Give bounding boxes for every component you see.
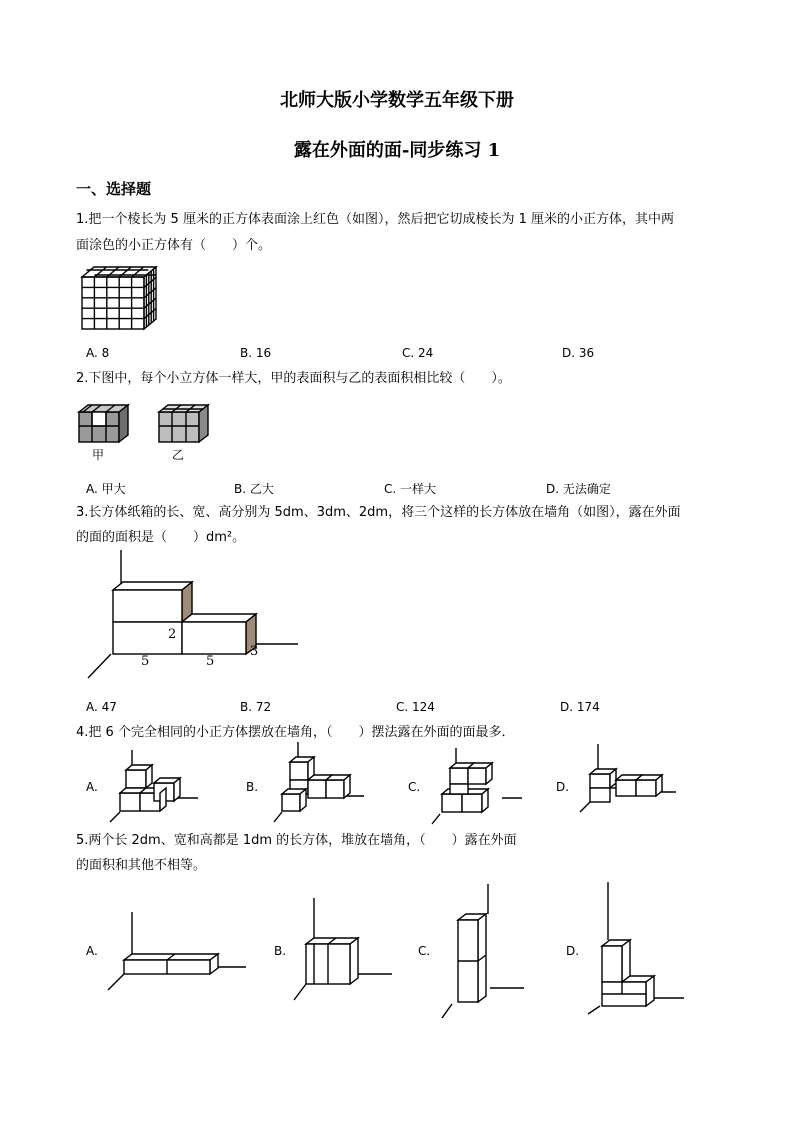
q3-option-d[interactable]: D. 174: [560, 700, 600, 714]
q3-option-b[interactable]: B. 72: [240, 700, 272, 714]
q5-figure-c: [440, 884, 530, 1020]
question-2-line-1: 2.下图中，每个小立方体一样大，甲的表面积与乙的表面积相比较（ ）。: [76, 371, 511, 386]
boxes-in-corner-figure: [86, 550, 306, 680]
cube-stack-jia-figure: [78, 404, 130, 444]
q3-option-a[interactable]: A. 47: [86, 700, 117, 714]
q5-option-b[interactable]: B.: [274, 944, 287, 958]
q5-figure-a: [106, 912, 248, 992]
q4-option-a[interactable]: A.: [86, 780, 98, 794]
q2-option-b[interactable]: B. 乙大: [234, 482, 274, 496]
q1-option-d[interactable]: D. 36: [562, 346, 595, 360]
question-4-line-1: 4.把 6 个完全相同的小正方体摆放在墙角，（ ）摆法露在外面的面最多．: [76, 725, 515, 740]
q2-option-c[interactable]: C. 一样大: [384, 482, 437, 496]
label-jia: 甲: [92, 448, 105, 462]
q5-figure-d: [586, 882, 686, 1014]
q4-figure-d: [578, 744, 678, 812]
q1-option-a[interactable]: A. 8: [86, 346, 110, 360]
q4-option-b[interactable]: B.: [246, 780, 259, 794]
dim-label-length-1: 5: [141, 654, 150, 669]
cube-grid-figure: [80, 265, 160, 331]
q4-option-d[interactable]: D.: [556, 780, 570, 794]
question-5-line-1: 5.两个长 2dm、宽和高都是 1dm 的长方体，堆放在墙角，（ ）露在外面: [76, 833, 517, 848]
section-title: 一、选择题: [76, 180, 152, 198]
q5-option-d[interactable]: D.: [566, 944, 580, 958]
label-yi: 乙: [172, 448, 185, 462]
dim-label-width: 3: [250, 644, 259, 659]
q1-option-b[interactable]: B. 16: [240, 346, 272, 360]
q5-option-c[interactable]: C.: [418, 944, 431, 958]
q4-option-c[interactable]: C.: [408, 780, 421, 794]
q4-figure-c: [432, 748, 524, 824]
q4-figure-a: [108, 750, 200, 822]
q2-option-d[interactable]: D. 无法确定: [546, 482, 611, 496]
q1-option-c[interactable]: C. 24: [402, 346, 434, 360]
q4-figure-b: [274, 742, 366, 822]
cube-stack-yi-figure: [158, 404, 210, 444]
page-title: 北师大版小学数学五年级下册: [280, 90, 514, 111]
page-subtitle: 露在外面的面-同步练习 1: [293, 140, 501, 161]
question-3-line-2: 的面的面积是（ ）dm²。: [76, 530, 246, 545]
q5-figure-b: [292, 898, 402, 1002]
question-1-line-1: 1.把一个棱长为 5 厘米的正方体表面涂上红色（如图），然后把它切成棱长为 1 厘米的小正方体，其中两: [76, 212, 674, 227]
q5-option-a[interactable]: A.: [86, 944, 98, 958]
q3-option-c[interactable]: C. 124: [396, 700, 435, 714]
dim-label-length-2: 5: [206, 654, 215, 669]
question-5-line-2: 的面积和其他不相等。: [76, 858, 207, 873]
question-1-line-2: 面涂色的小正方体有（ ）个。: [76, 238, 272, 253]
q2-option-a[interactable]: A. 甲大: [86, 482, 126, 496]
question-3-line-1: 3.长方体纸箱的长、宽、高分别为 5dm、3dm、2dm，将三个这样的长方体放在墙角（如图），露在外面: [76, 505, 681, 520]
dim-label-height: 2: [168, 627, 177, 642]
